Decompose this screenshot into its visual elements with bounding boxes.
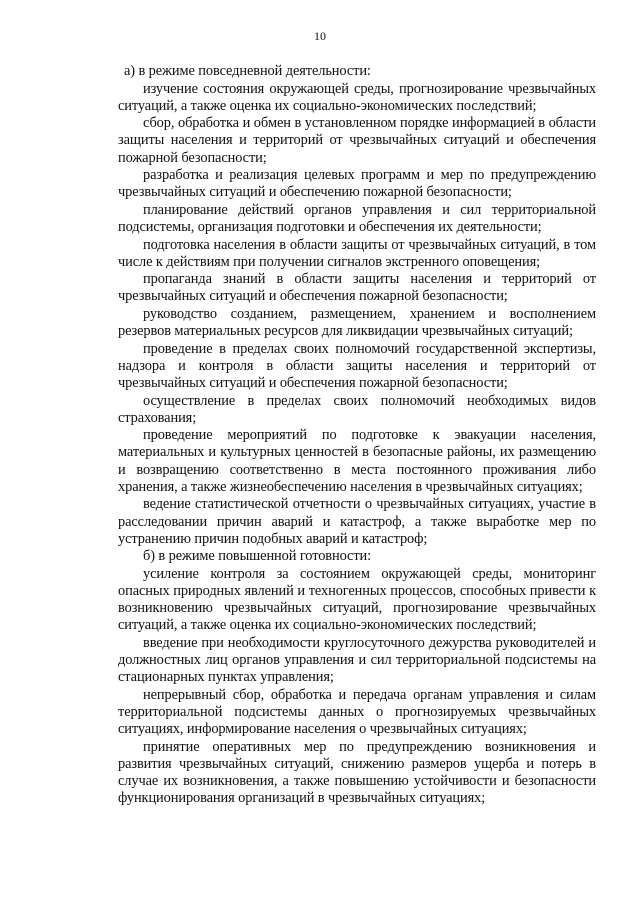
paragraph: осуществление в пределах своих полномочий необходимых видов страхования; (118, 392, 596, 426)
paragraph: введение при необходимости круглосуточного дежурства руководителей и должностных лиц органов управления и сил территориальной подсистемы на стационарных пунктах управления; (118, 634, 596, 686)
paragraph: руководство созданием, размещением, хранением и восполнением резервов материальных ресурсов для ликвидации чрезвычайных ситуаций; (118, 305, 596, 340)
paragraph-heading-b: б) в режиме повышенной готовности: (143, 548, 372, 565)
paragraph: проведение мероприятий по подготовке к эвакуации населения, материальных и культурных ценностей в безопасные районы, их размещению и возвращению соответственно в места постоянного проживания либо хранения, а также жизнеобеспечению населения в чрезвычайных ситуациях; (118, 427, 596, 495)
paragraph: планирование действий органов управления и сил территориальной подсистемы, организация подготовки и обеспечения их деятельности; (118, 201, 596, 236)
paragraph: подготовка населения в области защиты от чрезвычайных ситуаций, в том числе к действиям при получении сигналов экстренного оповещения; (118, 236, 596, 270)
paragraph: принятие оперативных мер по предупреждению возникновения и развития чрезвычайных ситуаций, снижению размеров ущерба и потерь в случае их возникновения, а также повышению устойчивости и безопасности функционирования организаций в чрезвычайных ситуациях; (118, 738, 596, 807)
paragraph: усиление контроля за состоянием окружающей среды, мониторинг опасных природных явлений и техногенных процессов, способных привести к возникновению чрезвычайных ситуаций, прогнозирование чрезвычайных ситуаций, а также оценка их социально-экономических последствий; (118, 565, 596, 634)
paragraph: ведение статистической отчетности о чрезвычайных ситуациях, участие в расследовании причин аварий и катастроф, а также выработке мер по устранению причин подобных аварий и катастроф; (118, 496, 596, 547)
paragraph: непрерывный сбор, обработка и передача органам управления и силам территориальной подсистемы данных о прогнозируемых чрезвычайных ситуациях, информирование населения о чрезвычайных ситуациях; (118, 686, 596, 738)
paragraph: изучение состояния окружающей среды, прогнозирование чрезвычайных ситуаций, а также оценка их социально-экономических последствий; (118, 80, 596, 114)
document-body (118, 63, 596, 808)
paragraph: разработка и реализация целевых программ и мер по предупреждению чрезвычайных ситуаций и обеспечению пожарной безопасности; (118, 167, 596, 201)
paragraph: проведение в пределах своих полномочий государственной экспертизы, надзора и контроля в области защиты населения и территорий от чрезвычайных ситуаций и обеспечения пожарной безопасности; (118, 340, 596, 392)
page-number: 10 (314, 29, 326, 43)
paragraph: сбор, обработка и обмен в установленном порядке информацией в области защиты населения и территорий от чрезвычайных ситуаций и обеспечения пожарной безопасности; (118, 115, 596, 166)
paragraph-heading-a: а) в режиме повседневной деятельности: (124, 63, 371, 79)
paragraph: пропаганда знаний в области защиты населения и территорий от чрезвычайных ситуаций и обеспечения пожарной безопасности; (118, 271, 596, 305)
